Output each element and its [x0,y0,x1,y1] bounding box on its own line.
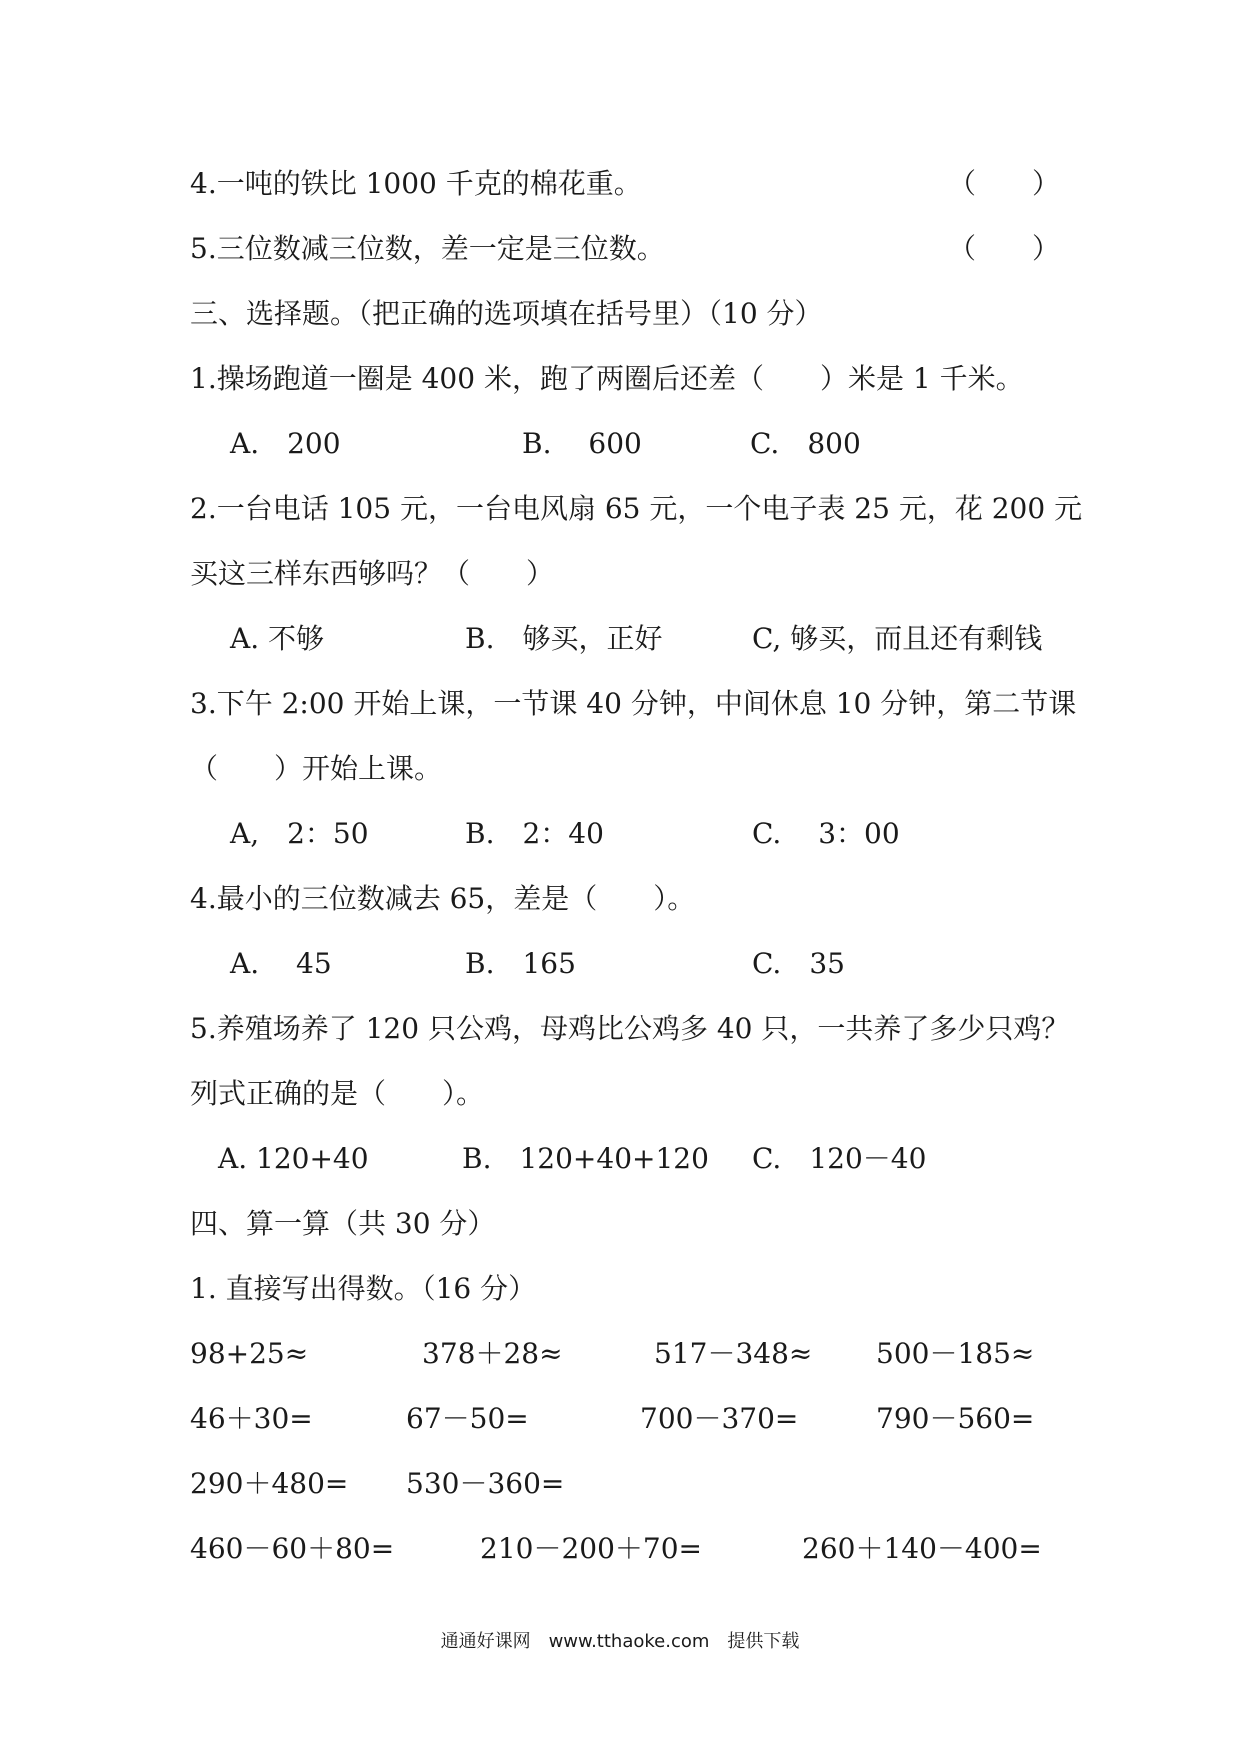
section-4-heading: 四、算一算（共 30 分） [190,1207,496,1240]
option-b: B. 120+40+120 [462,1142,709,1175]
option-a: A. 200 [230,427,341,460]
section-3-heading: 三、选择题。（把正确的选项填在括号里）（10 分） [190,297,823,330]
judge-item-5 [190,229,1060,269]
choice-q3-stem-line2: （ ）开始上课。 [190,752,443,785]
calc-item: 46＋30= [190,1402,313,1435]
calc-item: 67－50= [406,1402,529,1435]
choice-q1-stem: 1.操场跑道一圈是 400 米，跑了两圈后还差（ ）米是 1 千米。 [190,362,1024,395]
calc-item: 700－370= [640,1402,799,1435]
option-a: A. 45 [230,947,332,980]
option-a: A, 2：50 [230,817,369,850]
option-c: C. 800 [750,427,861,460]
option-b: B. 够买，正好 [465,622,663,655]
calc-item: 210－200＋70= [480,1532,702,1565]
choice-q5-stem-line2: 列式正确的是（ ）。 [190,1077,485,1110]
section-4-sub-1: 1. 直接写出得数。（16 分） [190,1272,537,1305]
option-b: B. 165 [465,947,576,980]
option-c: C. 3：00 [752,817,900,850]
option-c: C. 35 [752,947,845,980]
calc-item: 378＋28≈ [422,1337,563,1370]
page-footer: 通通好课网 www.tthaoke.com 提供下载 [440,1631,800,1652]
judge-item-4-text: 4.一吨的铁比 1000 千克的棉花重。 [190,167,642,200]
calc-item: 460－60＋80= [190,1532,395,1565]
choice-q5-stem-line1: 5.养殖场养了 120 只公鸡，母鸡比公鸡多 40 只，一共养了多少只鸡？ [190,1012,1070,1045]
answer-bracket: （ ） [947,232,1060,265]
choice-q4-stem: 4.最小的三位数减去 65，差是（ ）。 [190,882,696,915]
choice-q2-stem-line2: 买这三样东西够吗？（ ） [190,557,555,590]
choice-q3-stem-line1: 3.下午 2:00 开始上课，一节课 40 分钟，中间休息 10 分钟，第二节课 [190,687,1077,720]
answer-bracket: （ ） [947,167,1060,200]
judge-item-5-text: 5.三位数减三位数，差一定是三位数。 [190,232,665,265]
calc-item: 290＋480= [190,1467,349,1500]
calc-item: 500－185≈ [876,1337,1035,1370]
calc-item: 260＋140－400= [802,1532,1042,1565]
calc-item: 530－360= [406,1467,565,1500]
option-c: C. 120－40 [752,1142,927,1175]
option-b: B. 2：40 [465,817,604,850]
calc-item: 98+25≈ [190,1337,309,1370]
calc-item: 517－348≈ [654,1337,813,1370]
option-a: A. 不够 [230,622,325,655]
choice-q2-stem-line1: 2.一台电话 105 元，一台电风扇 65 元，一个电子表 25 元，花 200 元 [190,492,1083,525]
option-b: B. 600 [522,427,642,460]
option-a: A. 120+40 [218,1142,369,1175]
option-c: C, 够买，而且还有剩钱 [752,622,1043,655]
judge-item-4 [190,164,1060,204]
calc-item: 790－560= [876,1402,1035,1435]
